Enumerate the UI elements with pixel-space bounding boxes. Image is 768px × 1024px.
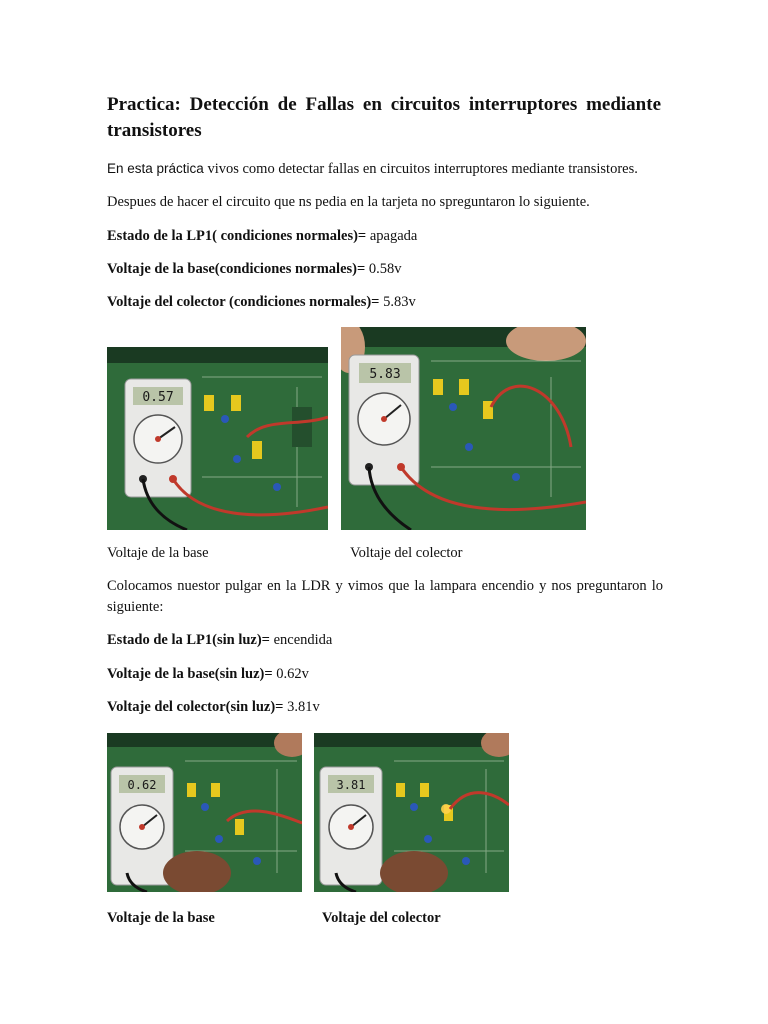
multimeter-photo-illustration — [341, 327, 586, 530]
intro-rest: vivos como detectar fallas en circuitos interruptores mediante transistores. — [203, 161, 638, 177]
nolight-base-label: Voltaje de la base(sin luz)= — [107, 666, 273, 682]
photo-normal-collector-reading: 5.83 — [369, 367, 401, 382]
multimeter-photo-illustration — [107, 733, 302, 892]
intro-lead: En esta práctica — [107, 161, 204, 176]
normal-base-line — [107, 259, 663, 280]
normal-lp1-label: Estado de la LP1( condiciones normales)= — [107, 228, 367, 244]
multimeter-photo-illustration — [107, 347, 328, 530]
photo-nolight-collector — [314, 733, 509, 892]
normal-lp1-value: apagada — [366, 228, 418, 244]
normal-base-label: Voltaje de la base(condiciones normales)= — [107, 261, 366, 277]
caption-normal-base: Voltaje de la base — [107, 545, 209, 561]
multimeter-photo-illustration — [314, 733, 509, 892]
caption-nolight-base: Voltaje de la base — [107, 910, 215, 926]
photo-nolight-base — [107, 733, 302, 892]
intro-paragraph — [107, 158, 663, 180]
photo-nolight-base-reading: 0.62 — [127, 778, 157, 792]
photo-normal-base — [107, 347, 328, 530]
photo-normal-base-reading: 0.57 — [142, 390, 174, 405]
caption-normal-collector: Voltaje del colector — [350, 545, 463, 561]
caption-nolight-collector: Voltaje del colector — [322, 910, 441, 926]
normal-base-value: 0.58v — [365, 261, 402, 277]
after-circuit-paragraph: Despues de hacer el circuito que ns pedia en la tarjeta no spreguntaron lo siguiente. — [107, 194, 590, 210]
nolight-collector-value: 3.81v — [283, 699, 320, 715]
nolight-base-value: 0.62v — [272, 666, 309, 682]
normal-lp1-line — [107, 226, 663, 247]
nolight-collector-label: Voltaje del colector(sin luz)= — [107, 699, 284, 715]
normal-collector-label: Voltaje del colector (condiciones normales)= — [107, 294, 380, 310]
nolight-lp1-value: encendida — [269, 632, 333, 648]
normal-collector-value: 5.83v — [379, 294, 416, 310]
document-title: Practica: Detección de Fallas en circuitos interruptores mediante transistores — [107, 94, 661, 141]
ldr-paragraph: Colocamos nuestor pulgar en la LDR y vimos que la lampara encendio y nos preguntaron lo siguiente: — [107, 578, 663, 615]
normal-collector-line — [107, 292, 663, 313]
nolight-lp1-label: Estado de la LP1(sin luz)= — [107, 632, 270, 648]
nolight-base-line — [107, 664, 663, 685]
photo-normal-collector — [341, 327, 586, 530]
photo-nolight-collector-reading: 3.81 — [336, 778, 366, 792]
nolight-collector-line — [107, 697, 663, 718]
nolight-lp1-line — [107, 630, 663, 651]
